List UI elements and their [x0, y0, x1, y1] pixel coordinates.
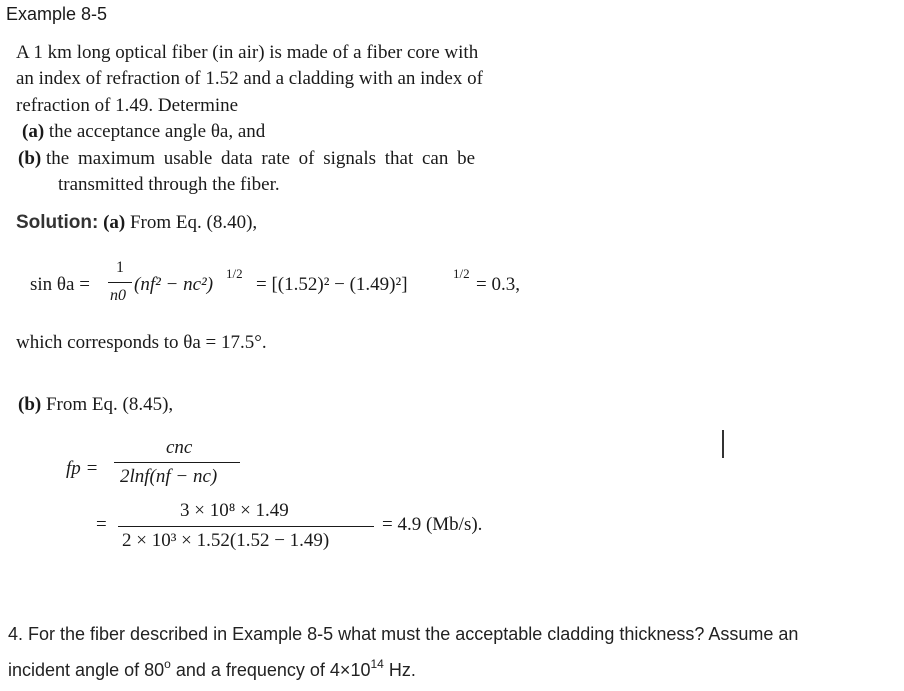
eq3-result: = 4.9 (Mb/s).	[382, 514, 483, 535]
eq2-lhs: fp =	[66, 458, 99, 479]
question-line-2-post: Hz.	[383, 660, 416, 680]
eq2-denominator: 2lnf(nf − nc)	[120, 466, 218, 487]
problem-line-1: A 1 km long optical fiber (in air) is made of a fiber core with	[16, 42, 479, 63]
eq1-equals: = [(1.52)² − (1.49)²]	[256, 274, 408, 295]
problem-line-3: refraction of 1.49. Determine	[16, 95, 239, 116]
solution-part-a-intro: From Eq. (8.40),	[129, 212, 258, 233]
eq3-numerator: 3 × 10⁸ × 1.49	[180, 500, 289, 521]
eq2-numerator: cnc	[166, 437, 193, 458]
question-line-2	[8, 657, 416, 681]
question-exponent: 14	[370, 657, 384, 671]
problem-part-a	[22, 121, 265, 143]
problem-line-2: an index of refraction of 1.52 and a cladding with an index of	[16, 68, 483, 89]
part-b-text: the maximum usable data rate of signals that can be	[45, 148, 476, 169]
solution-part-a-label: (a)	[103, 212, 126, 233]
eq3-denominator: 2 × 10³ × 1.52(1.52 − 1.49)	[122, 530, 330, 551]
solution-label: Solution:	[16, 212, 99, 233]
solution-part-b	[18, 394, 173, 416]
solution-part-b-intro: From Eq. (8.45),	[45, 394, 174, 415]
problem-part-b	[18, 148, 475, 170]
solution-heading	[16, 212, 257, 234]
eq1-result: = 0.3,	[476, 274, 520, 295]
solution-part-b-label: (b)	[18, 394, 42, 415]
eq1-exponent: 1/2	[226, 266, 243, 281]
part-b-continuation: transmitted through the fiber.	[58, 174, 280, 195]
eq3-equals: =	[96, 514, 107, 535]
question-line-2-mid: and a frequency of 4×10	[170, 660, 371, 680]
eq1-exponent-2: 1/2	[453, 266, 470, 281]
eq1-lhs: sin θa =	[30, 274, 90, 295]
part-a-text: the acceptance angle θa, and	[48, 121, 266, 142]
eq1-fraction-bar	[108, 282, 132, 283]
eq2-fraction-bar	[114, 462, 240, 463]
text-cursor	[722, 430, 724, 458]
part-a-label: (a)	[22, 121, 45, 142]
eq1-denominator: n0	[110, 287, 126, 304]
eq3-fraction-bar	[118, 526, 374, 527]
angle-conclusion: which corresponds to θa = 17.5°.	[16, 332, 267, 353]
question-degree: o	[164, 657, 171, 671]
eq1-numerator: 1	[116, 259, 124, 276]
eq1-middle: (nf² − nc²)	[134, 274, 214, 295]
question-line-2-pre: incident angle of 80	[8, 660, 165, 680]
part-b-label: (b)	[18, 148, 42, 169]
question-line-1: 4. For the fiber described in Example 8-5 what must the acceptable cladding thickness? Assume an	[8, 624, 799, 644]
example-title: Example 8-5	[6, 4, 108, 24]
